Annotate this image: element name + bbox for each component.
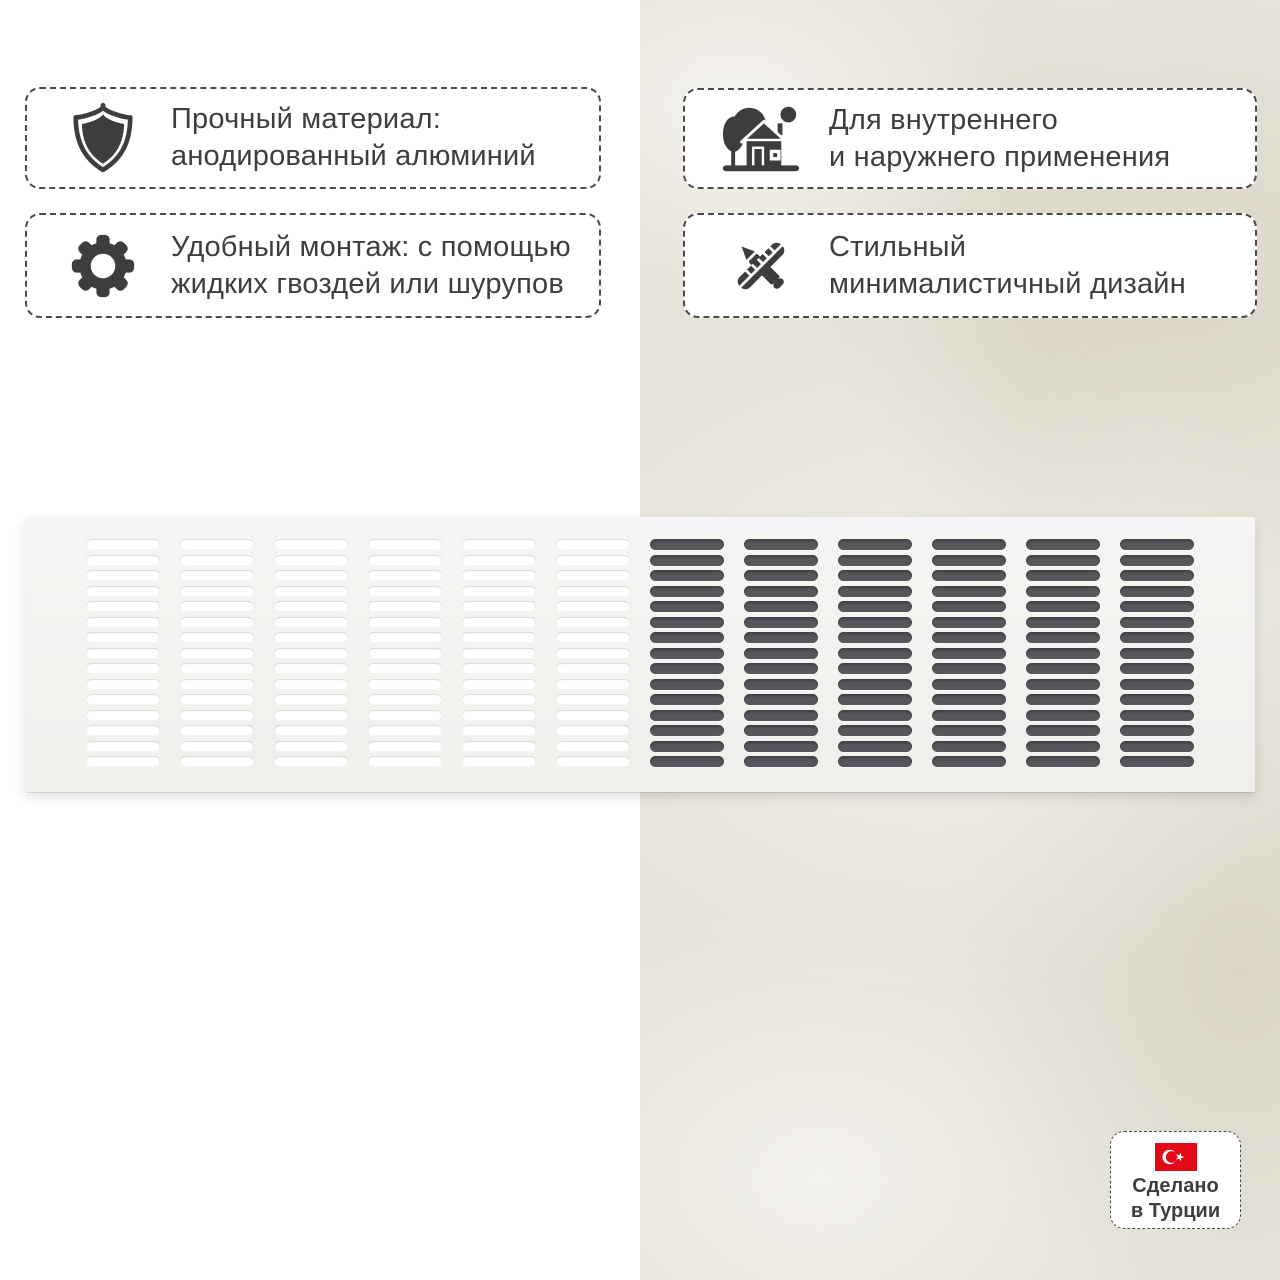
grille-slot <box>1026 710 1100 721</box>
grille-slot <box>932 617 1006 628</box>
feature-line: и наружнего применения <box>829 140 1171 173</box>
grille-slot <box>838 679 912 690</box>
grille-slot <box>462 586 536 597</box>
feature-box-application <box>683 88 1257 189</box>
grille-slot <box>1120 617 1194 628</box>
feature-line: анодированный алюминий <box>171 140 536 172</box>
grille-slot <box>932 570 1006 581</box>
grille-slot <box>1120 694 1194 705</box>
grille-slot <box>180 617 254 628</box>
grille-slot <box>368 601 442 612</box>
grille-slot <box>744 617 818 628</box>
feature-line: Для внутреннего <box>829 103 1059 136</box>
grille-slot <box>744 694 818 705</box>
grille-slot <box>556 539 630 550</box>
grille-slot <box>838 586 912 597</box>
grille-slot <box>180 663 254 674</box>
grille-slot <box>86 663 160 674</box>
grille-slot <box>274 710 348 721</box>
grille-slot <box>1026 539 1100 550</box>
grille-slot <box>180 586 254 597</box>
shield-icon <box>61 101 145 175</box>
grille-slot <box>838 539 912 550</box>
grille-slot <box>1026 741 1100 752</box>
grille-slot <box>274 648 348 659</box>
grille-slot <box>86 539 160 550</box>
grille-slot <box>462 663 536 674</box>
grille-slot <box>274 539 348 550</box>
grille-slot <box>556 725 630 736</box>
grille-slot <box>368 539 442 550</box>
grille-slot <box>462 756 536 767</box>
grille-slot <box>556 617 630 628</box>
grille-slot <box>1120 725 1194 736</box>
grille-slot <box>650 756 724 767</box>
grille-slot <box>274 725 348 736</box>
grille-slot <box>838 601 912 612</box>
grille-slot <box>556 694 630 705</box>
grille-slot <box>462 725 536 736</box>
grille-slot <box>556 570 630 581</box>
grille-slot <box>838 756 912 767</box>
grille-slot <box>556 663 630 674</box>
grille-slot <box>932 555 1006 566</box>
grille-slot <box>932 741 1006 752</box>
grille-slot <box>744 741 818 752</box>
grille-slot <box>744 586 818 597</box>
grille-slot <box>274 555 348 566</box>
grille-slot <box>650 617 724 628</box>
grille-slot <box>1026 632 1100 643</box>
grille-slot <box>368 710 442 721</box>
grille-slot <box>556 710 630 721</box>
grille-slot <box>932 710 1006 721</box>
grille-slot <box>1026 601 1100 612</box>
grille-slot <box>180 570 254 581</box>
grille-slot <box>368 586 442 597</box>
grille-slot <box>462 648 536 659</box>
feature-line: Прочный материал: <box>171 103 442 135</box>
grille-slot <box>86 741 160 752</box>
grille-slot <box>86 756 160 767</box>
grille-slot <box>838 694 912 705</box>
grille-slot <box>556 648 630 659</box>
grille-slot <box>86 632 160 643</box>
grille-slot <box>274 663 348 674</box>
grille-slot <box>838 555 912 566</box>
grille-slot <box>86 586 160 597</box>
grille-slot <box>180 601 254 612</box>
grille-slot <box>556 741 630 752</box>
grille-slot <box>180 648 254 659</box>
grille-slot <box>556 632 630 643</box>
ventilation-grille <box>25 517 1255 792</box>
grille-slot <box>932 539 1006 550</box>
grille-slot <box>932 725 1006 736</box>
grille-slot <box>1026 555 1100 566</box>
feature-line: Стильный <box>829 230 967 263</box>
grille-slot <box>462 679 536 690</box>
grille-slot <box>462 555 536 566</box>
grille-slot <box>462 539 536 550</box>
grille-slot <box>462 710 536 721</box>
grille-slot <box>1026 663 1100 674</box>
grille-slot <box>86 725 160 736</box>
feature-box-design <box>683 213 1257 318</box>
grille-slot <box>1120 756 1194 767</box>
grille-slot <box>932 694 1006 705</box>
grille-slot <box>1026 648 1100 659</box>
grille-slot <box>838 648 912 659</box>
grille-slot <box>1026 586 1100 597</box>
grille-slot <box>838 725 912 736</box>
grille-slot <box>1120 648 1194 659</box>
grille-slot <box>932 663 1006 674</box>
grille-slot <box>86 617 160 628</box>
grille-slot <box>1120 663 1194 674</box>
grille-slot <box>180 694 254 705</box>
grille-slot <box>86 555 160 566</box>
grille-slot <box>556 679 630 690</box>
grille-slot <box>1120 679 1194 690</box>
grille-slot <box>86 679 160 690</box>
grille-slot <box>838 710 912 721</box>
grille-slot <box>368 648 442 659</box>
gear-icon <box>61 232 145 300</box>
feature-line: жидких гвоздей или шурупов <box>171 267 564 300</box>
grille-slot <box>650 632 724 643</box>
grille-slot <box>650 601 724 612</box>
grille-slot <box>1120 710 1194 721</box>
grille-slot <box>838 570 912 581</box>
grille-slot <box>650 741 724 752</box>
grille-slot <box>274 601 348 612</box>
grille-slot <box>932 679 1006 690</box>
grille-slot <box>180 741 254 752</box>
grille-slot <box>838 632 912 643</box>
grille-slot <box>1026 694 1100 705</box>
grille-slot <box>368 632 442 643</box>
grille-slot <box>180 539 254 550</box>
grille-slot <box>274 570 348 581</box>
grille-slot <box>932 586 1006 597</box>
grille-slot <box>86 570 160 581</box>
house-icon <box>719 102 803 176</box>
grille-slot <box>744 539 818 550</box>
grille-slot <box>932 601 1006 612</box>
grille-slot <box>932 632 1006 643</box>
grille-slot <box>650 570 724 581</box>
grille-slot <box>650 663 724 674</box>
grille-slot <box>274 679 348 690</box>
feature-box-mounting <box>25 213 601 318</box>
grille-slot <box>1120 741 1194 752</box>
grille-slot <box>650 539 724 550</box>
grille-slot <box>838 741 912 752</box>
grille-slot <box>368 741 442 752</box>
grille-slot <box>274 741 348 752</box>
feature-line: Удобный монтаж: с помощью <box>171 230 571 263</box>
grille-slot <box>650 725 724 736</box>
grille-slot <box>556 601 630 612</box>
grille-slot <box>462 632 536 643</box>
grille-slot <box>1120 539 1194 550</box>
grille-slot <box>274 586 348 597</box>
grille-slot <box>1120 632 1194 643</box>
grille-slot <box>368 725 442 736</box>
grille-slot <box>86 648 160 659</box>
grille-slot <box>86 694 160 705</box>
grille-slots <box>86 539 1194 767</box>
grille-slot <box>462 601 536 612</box>
grille-slot <box>1026 617 1100 628</box>
grille-slot <box>274 756 348 767</box>
grille-slot <box>180 710 254 721</box>
grille-slot <box>180 725 254 736</box>
grille-slot <box>462 694 536 705</box>
grille-slot <box>744 663 818 674</box>
grille-slot <box>180 756 254 767</box>
grille-slot <box>274 694 348 705</box>
feature-box-material <box>25 87 601 189</box>
grille-slot <box>556 756 630 767</box>
grille-slot <box>1120 586 1194 597</box>
grille-slot <box>1026 756 1100 767</box>
grille-slot <box>462 617 536 628</box>
grille-slot <box>932 648 1006 659</box>
turkey-flag-icon <box>1154 1143 1198 1171</box>
grille-slot <box>744 756 818 767</box>
grille-slot <box>86 710 160 721</box>
badge-line: в Турции <box>1130 1200 1221 1222</box>
grille-slot <box>932 756 1006 767</box>
grille-slot <box>650 679 724 690</box>
grille-slot <box>744 632 818 643</box>
grille-slot <box>180 679 254 690</box>
made-in-turkey-badge <box>1110 1131 1241 1229</box>
grille-slot <box>744 710 818 721</box>
grille-slot <box>368 679 442 690</box>
grille-slot <box>368 756 442 767</box>
grille-slot <box>462 741 536 752</box>
grille-slot <box>274 632 348 643</box>
grille-slot <box>368 555 442 566</box>
grille-slot <box>650 586 724 597</box>
feature-line: минималистичный дизайн <box>829 267 1186 300</box>
grille-slot <box>1120 570 1194 581</box>
grille-slot <box>744 601 818 612</box>
grille-slot <box>368 694 442 705</box>
grille-slot <box>86 601 160 612</box>
grille-slot <box>650 555 724 566</box>
grille-slot <box>744 570 818 581</box>
grille-slot <box>274 617 348 628</box>
grille-slot <box>556 555 630 566</box>
grille-slot <box>1026 679 1100 690</box>
grille-slot <box>462 570 536 581</box>
grille-slot <box>1026 570 1100 581</box>
grille-slot <box>744 679 818 690</box>
grille-slot <box>1026 725 1100 736</box>
grille-slot <box>180 632 254 643</box>
grille-slot <box>368 570 442 581</box>
grille-slot <box>1120 601 1194 612</box>
badge-line: Сделано <box>1132 1175 1219 1197</box>
grille-slot <box>180 555 254 566</box>
grille-slot <box>368 617 442 628</box>
grille-slot <box>744 648 818 659</box>
grille-slot <box>368 663 442 674</box>
grille-slot <box>650 648 724 659</box>
grille-slot <box>650 694 724 705</box>
grille-slot <box>744 725 818 736</box>
grille-slot <box>838 663 912 674</box>
grille-slot <box>650 710 724 721</box>
grille-slot <box>1120 555 1194 566</box>
grille-slot <box>556 586 630 597</box>
grille-slot <box>744 555 818 566</box>
grille-slot <box>838 617 912 628</box>
pencil-ruler-icon <box>719 233 803 299</box>
